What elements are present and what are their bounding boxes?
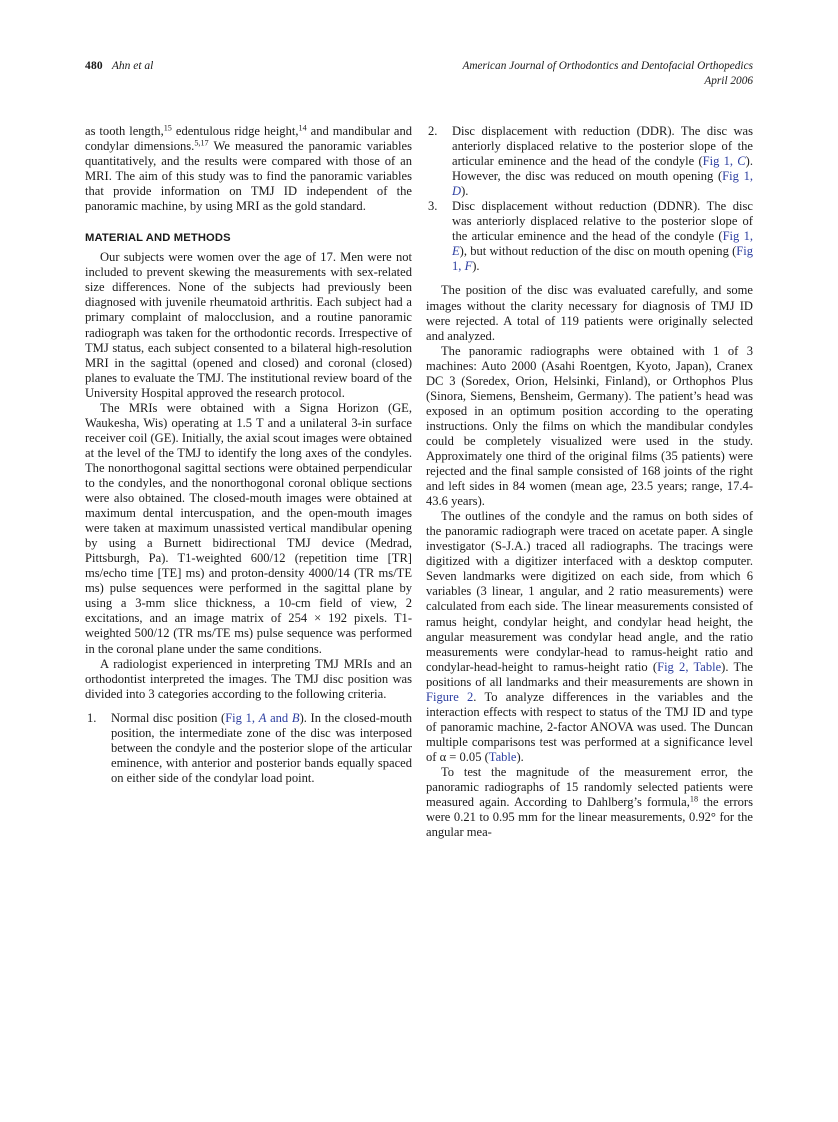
page-folio: 480 [85, 60, 103, 72]
reference-superscript: 15 [163, 123, 172, 133]
figure-link[interactable]: Figure 2 [426, 689, 474, 704]
running-head [85, 59, 753, 99]
text-run: , [458, 259, 465, 274]
figure-link[interactable]: Fig 1 [452, 244, 753, 274]
figure-panel-label: C [737, 154, 746, 169]
figure-panel-label: B [291, 710, 300, 725]
figure-link[interactable]: Fig 1 [225, 710, 252, 725]
text-run: ). [516, 749, 524, 764]
text-run: and mandibular and condylar dimensions. [85, 124, 412, 154]
reference-superscript: 14 [298, 123, 307, 133]
text-run: ). [461, 184, 469, 199]
disc-position-criteria-list [85, 711, 412, 786]
list-item-marker: 1. [87, 710, 97, 725]
column-right [426, 124, 753, 840]
issue-date: April 2006 [704, 74, 753, 87]
text-run: , [749, 229, 753, 244]
column-left [85, 124, 412, 786]
text-run: , [729, 154, 738, 169]
list-item [426, 124, 753, 199]
paragraph-mri-protocol: The MRIs were obtained with a Signa Horizon (GE, Waukesha, Wis) operating at 1.5 T and a unilateral 3-in surface receiver coil (GE). Initially, the axial scout images were obtained at the level of the TMJ to identify the long axes of the condyles. The nonorthogonal sagittal sections were obtained perpendicular to the condyles, and the nonorthogonal coronal oblique sections were also obtained. The closed-mouth images were obtained at maximum dental intercuspation, and the open-mouth images were taken at maximum unassisted vertical mandibular opening by using a Burnett bidirectional TMJ device (Medrad, Pittsburgh, Pa). T1-weighted 600/12 (repetition time [TR] ms/echo time [TE] ms) and proton-density 4000/14 (TR ms/TE ms) pulse sequences were performed in the sagittal plane by using a 3-mm slice thickness, a 10-cm field of view, 2 excitations, and an image matrix of 254 × 192 pixels. T1-weighted 500/12 (TR ms/TE ms) pulse sequence was performed in the coronal plane under the same conditions. [85, 400, 413, 656]
figure-panel-label: F [464, 259, 473, 274]
text-run: ), but without reduction of the disc on mouth opening ( [459, 244, 737, 259]
list-item-marker: 2. [428, 124, 438, 138]
reference-superscript: 18 [689, 794, 699, 804]
figure-panel-label: D [452, 184, 462, 199]
journal-title: American Journal of Orthodontics and Dentofacial Orthopedics [462, 60, 753, 72]
list-item-marker: 3. [428, 199, 438, 214]
running-head-right [462, 59, 753, 88]
text-run: ). The positions of all landmarks and their measurements are shown in [426, 659, 753, 689]
text-run: We measured the panoramic variables quantitatively, and the results were compared with those of an MRI. The aim of this study was to find the panoramic variables that provide information on TMJ ID independent of the panoramic machine, by using MRI as the gold standard. [85, 139, 412, 214]
paragraph-tracing-measurements [426, 509, 753, 765]
figure-panel-label: A [258, 710, 267, 725]
running-head-author: Ahn et al [111, 60, 154, 72]
text-run: as tooth length, [85, 124, 164, 138]
text-run: edentulous ridge height, [171, 124, 299, 138]
text-run: , [251, 710, 259, 725]
text-run: . To analyze differences in the variables and the interaction effects with respect to status of the TMJ ID and type of panoramic machine, 2-factor ANOVA was used. The Duncan multiple comparisons test was performed at a significance level of α = 0.05 ( [426, 689, 753, 764]
table-link[interactable]: Table [488, 749, 517, 764]
text-run: To test the magnitude of the measurement error, the panoramic radiographs of 15 randomly selected patients were measured again. According to Dahlberg’s formula, [426, 764, 753, 810]
paragraph-interpretation: A radiologist experienced in interpreting TMJ MRIs and an orthodontist interpreted the images. The TMJ disc position was divided into 3 categories according to the following criteria. [85, 656, 412, 701]
paragraph-subjects: Our subjects were women over the age of 17. Men were not included to prevent skewing the measurements with sex-related size differences. None of the subjects had previously been diagnosed with juvenile rheumatoid arthritis. Each subject had a primary complaint of malocclusion, and a routine panoramic radiograph was taken for the orthodontic records. Irrespective of TMJ status, each subject consented to a bilateral high-resolution MRI in the sagittal (opened and closed) and coronal (closed) planes to evaluate the TMJ. The institutional review board of the University Hospital approved the research protocol. [85, 250, 412, 400]
figure-link[interactable]: Fig 1 [702, 154, 730, 169]
paragraph-continued [85, 124, 412, 214]
figure-link[interactable]: Fig 1 [722, 229, 750, 244]
text-run: and [266, 710, 292, 725]
text-run: Normal disc position ( [111, 710, 226, 725]
text-run: ). However, the disc was reduced on mouth opening ( [452, 154, 753, 184]
disc-position-criteria-list-continued [426, 124, 753, 274]
paragraph-disc-evaluation: The position of the disc was evaluated carefully, and some images without the clarity necessary for diagnosis of TMJ ID were rejected. A total of 119 patients were originally selected and analyzed. [426, 283, 753, 343]
text-run: the errors were 0.21 to 0.95 mm for the linear measurements, 0.92° for the angular mea- [426, 795, 753, 840]
figure-panel-label: E [452, 244, 460, 259]
text-run: The outlines of the condyle and the ramus on both sides of the panoramic radiograph were traced on acetate paper. A single investigator (S-J.A.) traced all radiographs. The tracings were digitized with a digitizer interfaced with a desktop computer. Seven landmarks were digitized on each side, from which 6 variables (3 linear, 1 angular, and 2 ratio measurements) were calculated from each side. The linear measurements consisted of ramus height, condylar height, and condylar head height, the angular measurement was condylar head angle, and the ratio measurements were condylar-head to ramus-height ratio and condylar-head-height to ramus-height ratio ( [426, 509, 753, 674]
paragraph-panoramic-machines: The panoramic radiographs were obtained with 1 of 3 machines: Auto 2000 (Asahi Roentgen, Kyoto, Japan), Cranex DC 3 (Soredex, Orion, Helsinki, Finland), or Orthophos Plus (Sinora, Siemens, Bensheim, Germany). The patient’s head was exposed in an optimum position according to the operating instructions. Only the films on which the mandibular condyles could be completely visualized were used in the study. Approximately one third of the original films (35 patients) were rejected and the final sample consisted of 168 joints of the right and left sides in 84 women (mean age, 23.5 years; range, 17.4-43.6 years). [426, 343, 753, 509]
spacer [85, 702, 412, 711]
spacer [85, 214, 412, 231]
text-run: ). In the closed-mouth position, the intermediate zone of the disc was interposed between the condyle and the posterior slope of the articular eminence, with anterior and posterior bands equally spaced on either side of the condylar load point. [111, 710, 413, 785]
paragraph-measurement-error [426, 765, 753, 840]
figure-table-link[interactable]: Fig 2, Table [657, 659, 722, 674]
section-heading-material-and-methods: MATERIAL AND METHODS [85, 232, 231, 245]
figure-link[interactable]: Fig 1 [722, 169, 750, 184]
list-item [426, 199, 753, 274]
text-run: , [749, 169, 754, 184]
text-run: Disc displacement without reduction (DDNR). The disc was anteriorly displaced relative to the posterior slope of the articular eminence and the head of the condyle ( [452, 199, 753, 244]
list-item [85, 711, 412, 786]
spacer [426, 274, 753, 283]
running-head-left [85, 59, 153, 73]
text-run: ). [472, 259, 480, 274]
reference-superscript: 5,17 [194, 138, 209, 148]
text-run: Disc displacement with reduction (DDR). The disc was anteriorly displaced relative to the posterior slope of the articular eminence and the head of the condyle ( [452, 124, 753, 169]
